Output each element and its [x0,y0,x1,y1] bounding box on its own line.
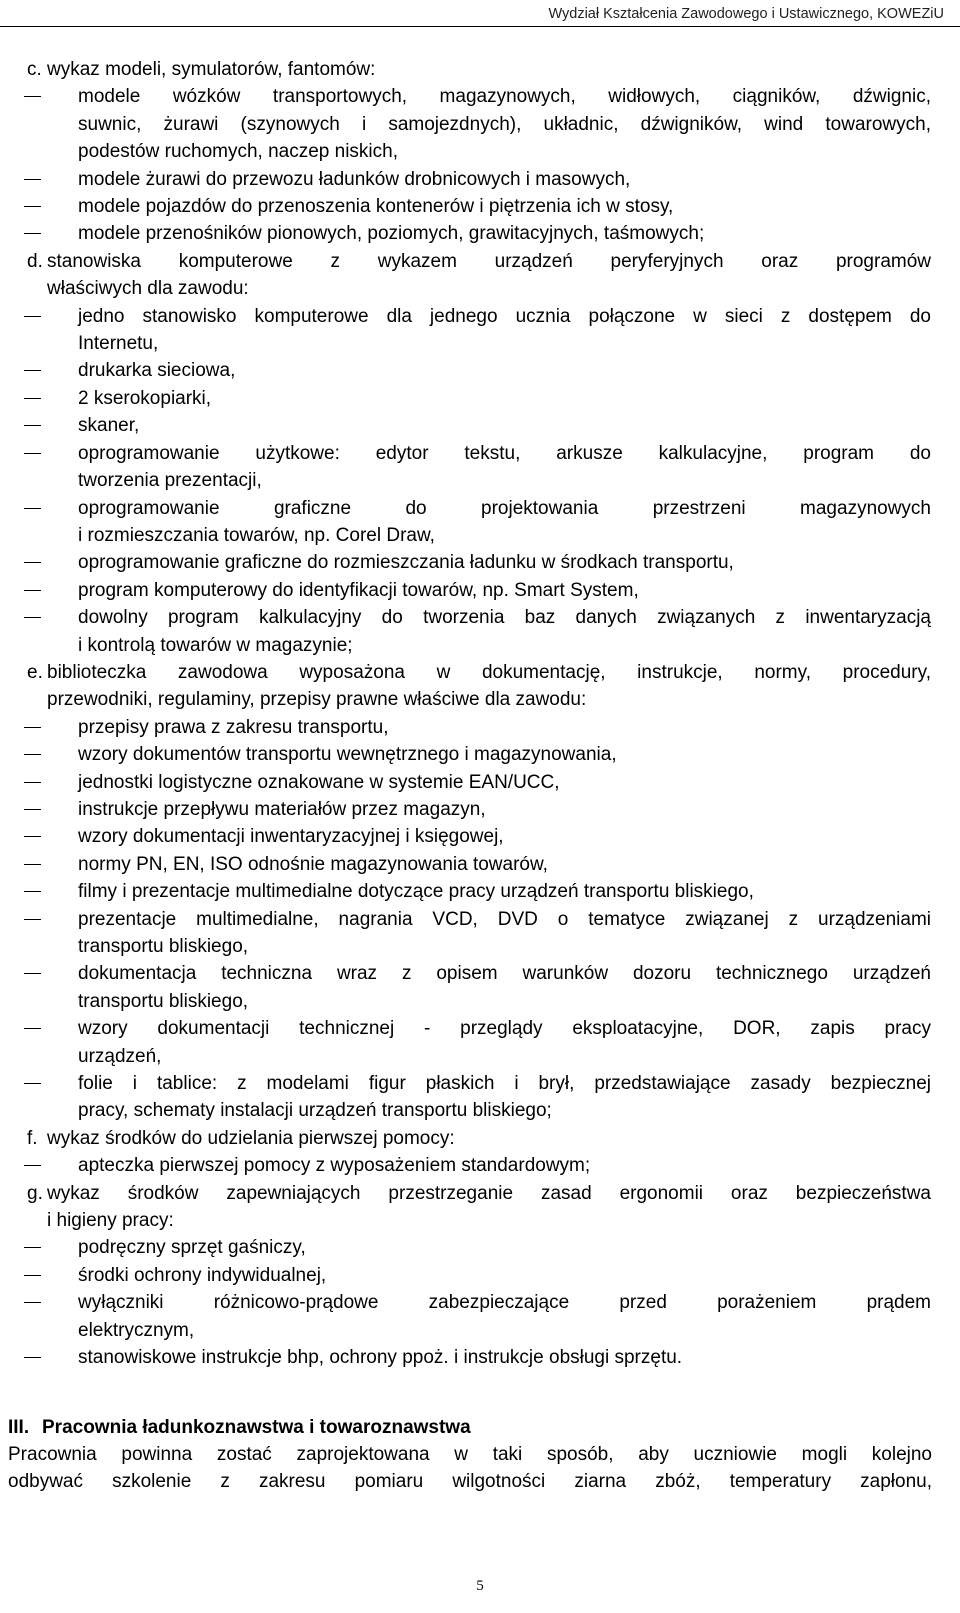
list-item [78,577,931,604]
section-letter: e. [27,661,43,683]
page-number: 5 [476,1578,484,1594]
list-item-line: tworzenia prezentacji, [78,470,262,492]
list-item [78,303,931,358]
list-item-line: stanowiskowe instrukcje bhp, ochrony ppoż. i instrukcje obsługi sprzętu. [78,1347,683,1369]
list-item-line: wzory dokumentów transportu wewnętrznego i magazynowania, [78,744,617,766]
list-item-line: folie i tablice: z modelami figur płaskich i brył, przedstawiające zasady bezpiecznej [78,1073,931,1095]
section-title: biblioteczka zawodowa wyposażona w dokumentację, instrukcje, normy, procedury, [47,661,931,683]
section-title: wykaz środków do udzielania pierwszej pomocy: [47,1127,455,1149]
list-item [78,1070,931,1125]
list-item-line: oprogramowanie graficzne do projektowania przestrzeni magazynowych [78,497,931,519]
list-item-line: i rozmieszczania towarów, np. Corel Draw, [78,524,435,546]
list-item-line: transportu bliskiego, [78,936,249,957]
list-item [78,823,931,850]
section-title: wykaz modeli, symulatorów, fantomów: [47,59,376,80]
dash-bullet-icon [24,179,41,180]
dash-bullet-icon [24,96,41,97]
dash-bullet-icon [24,1302,41,1303]
list-item [78,1015,931,1070]
list-item-line: oprogramowanie graficzne do rozmieszczania ładunku w środkach transportu, [78,552,734,574]
list-item-line: jednostki logistyczne oznakowane w systemie EAN/UCC, [78,771,560,793]
list-section [27,1180,931,1372]
section-paragraph [8,1441,932,1496]
dash-bullet-icon [24,590,41,591]
dash-bullet-icon [24,453,41,454]
list-item [78,83,931,165]
list-item [78,495,931,550]
list-item [78,1262,931,1289]
list-item-line: wzory dokumentacji technicznej - przeglądy eksploatacyjne, DOR, zapis pracy [78,1018,931,1040]
equipment-list [0,56,960,1372]
section-number: III. [8,1416,30,1438]
list-item-line: przepisy prawa z zakresu transportu, [78,716,389,738]
list-item [78,796,931,823]
section-heading [8,1414,960,1441]
dash-bullet-icon [24,1083,41,1084]
list-item-line: apteczka pierwszej pomocy z wyposażeniem standardowym; [78,1155,591,1177]
list-item [78,960,931,1015]
list-item-line: oprogramowanie użytkowe: edytor tekstu, arkusze kalkulacyjne, program do [78,442,931,464]
list-item [78,385,931,412]
dash-bullet-icon [24,1247,41,1248]
dash-bullet-icon [24,836,41,837]
list-item [78,220,931,247]
list-item [78,906,931,961]
dash-bullet-icon [24,370,41,371]
list-item [78,1234,931,1261]
dash-bullet-icon [24,864,41,865]
dash-bullet-icon [24,1357,41,1358]
list-item [78,193,931,220]
list-item [78,851,931,878]
list-item [78,412,931,439]
list-item [78,769,931,796]
section-title: stanowiska komputerowe z wykazem urządzeń peryferyjnych oraz programów [47,250,931,272]
list-item-line: program komputerowy do identyfikacji towarów, np. Smart System, [78,579,639,601]
list-item [78,357,931,384]
section-gap [0,1372,960,1414]
list-section [27,1125,931,1180]
section-title-continued: właściwych dla zawodu: [47,278,249,300]
list-item-line: skaner, [78,415,140,437]
running-header: Wydział Kształcenia Zawodowego i Ustawicznego, KOWEZiU [548,6,944,22]
section-letter: c. [27,59,42,80]
list-item-line: wzory dokumentacji inwentaryzacyjnej i księgowej, [78,826,504,848]
list-item [78,604,931,659]
list-item [78,741,931,768]
section-title-continued: przewodniki, regulaminy, przepisy prawne właściwe dla zawodu: [47,689,587,711]
list-item [78,714,931,741]
document-body [0,56,960,1496]
dash-bullet-icon [24,233,41,234]
list-item-line: środki ochrony indywidualnej, [78,1264,327,1286]
dash-bullet-icon [24,398,41,399]
dash-bullet-icon [24,809,41,810]
list-item-line: elektrycznym, [78,1319,195,1341]
list-item-line: instrukcje przepływu materiałów przez magazyn, [78,798,486,820]
list-item [78,1344,931,1371]
list-item-line: 2 kserokopiarki, [78,387,212,409]
list-item [78,878,931,905]
dash-bullet-icon [24,562,41,563]
dash-bullet-icon [24,973,41,974]
list-item-line: wyłączniki różnicowo-prądowe zabezpieczające przed porażeniem prądem [78,1292,931,1314]
list-item-line: modele wózków transportowych, magazynowych, widłowych, ciągników, dźwignic, [78,86,931,108]
list-item [78,549,931,576]
section-letter: g. [27,1182,43,1204]
list-item [78,1289,931,1344]
list-item-line: Internetu, [78,333,159,355]
section-title: wykaz środków zapewniających przestrzeganie zasad ergonomii oraz bezpieczeństwa [47,1182,931,1204]
dash-bullet-icon [24,1028,41,1029]
list-item-line: dowolny program kalkulacyjny do tworzenia baz danych związanych z inwentaryzacją [78,607,931,629]
paragraph-line: Pracownia powinna zostać zaprojektowana w taki sposób, aby uczniowie mogli kolejno [8,1443,932,1465]
dash-bullet-icon [24,206,41,207]
list-item-line: drukarka sieciowa, [78,360,236,382]
section-title: Pracownia ładunkoznawstwa i towaroznawstwa [42,1416,471,1438]
dash-bullet-icon [24,919,41,920]
section-letter: d. [27,250,43,272]
dash-bullet-icon [24,316,41,317]
list-item-line: modele przenośników pionowych, poziomych, grawitacyjnych, taśmowych; [78,223,705,245]
list-section [27,248,931,659]
list-item-line: modele pojazdów do przenoszenia kontenerów i piętrzenia ich w stosy, [78,196,674,218]
list-item-line: pracy, schematy instalacji urządzeń transportu bliskiego; [78,1100,552,1122]
list-item-line: normy PN, EN, ISO odnośnie magazynowania towarów, [78,853,548,875]
list-item-line: jedno stanowisko komputerowe dla jednego ucznia połączone w sieci z dostępem do [78,305,931,327]
list-item-line: i kontrolą towarów w magazynie; [78,634,353,656]
section-title-continued: i higieny pracy: [47,1210,174,1232]
dash-bullet-icon [24,782,41,783]
list-item [78,1152,931,1179]
dash-bullet-icon [24,727,41,728]
list-item-line: prezentacje multimedialne, nagrania VCD, DVD o tematyce związanej z urządzeniami [78,908,931,930]
list-item-line: urządzeń, [78,1045,162,1067]
list-item-line: modele żurawi do przewozu ładunków drobnicowych i masowych, [78,168,631,190]
list-item [78,440,931,495]
dash-bullet-icon [24,617,41,618]
header-rule [0,26,960,27]
list-item-line: filmy i prezentacje multimedialne dotyczące pracy urządzeń transportu bliskiego, [78,881,754,903]
list-item-line: podręczny sprzęt gaśniczy, [78,1237,306,1259]
list-item-line: podestów ruchomych, naczep niskich, [78,141,398,163]
dash-bullet-icon [24,891,41,892]
list-section [27,56,931,248]
dash-bullet-icon [24,754,41,755]
paragraph-line: odbywać szkolenie z zakresu pomiaru wilgotności ziarna zbóż, temperatury zapłonu, [8,1471,932,1493]
dash-bullet-icon [24,425,41,426]
dash-bullet-icon [24,508,41,509]
list-item [78,166,931,193]
list-item-line: transportu bliskiego, [78,990,249,1012]
list-item-line: suwnic, żurawi (szynowych i samojezdnych), układnic, dźwigników, wind towarowych, [78,113,931,135]
section-letter: f. [27,1127,38,1149]
dash-bullet-icon [24,1275,41,1276]
dash-bullet-icon [24,1165,41,1166]
list-section [27,659,931,1125]
list-item-line: dokumentacja techniczna wraz z opisem warunków dozoru technicznego urządzeń [78,963,931,985]
